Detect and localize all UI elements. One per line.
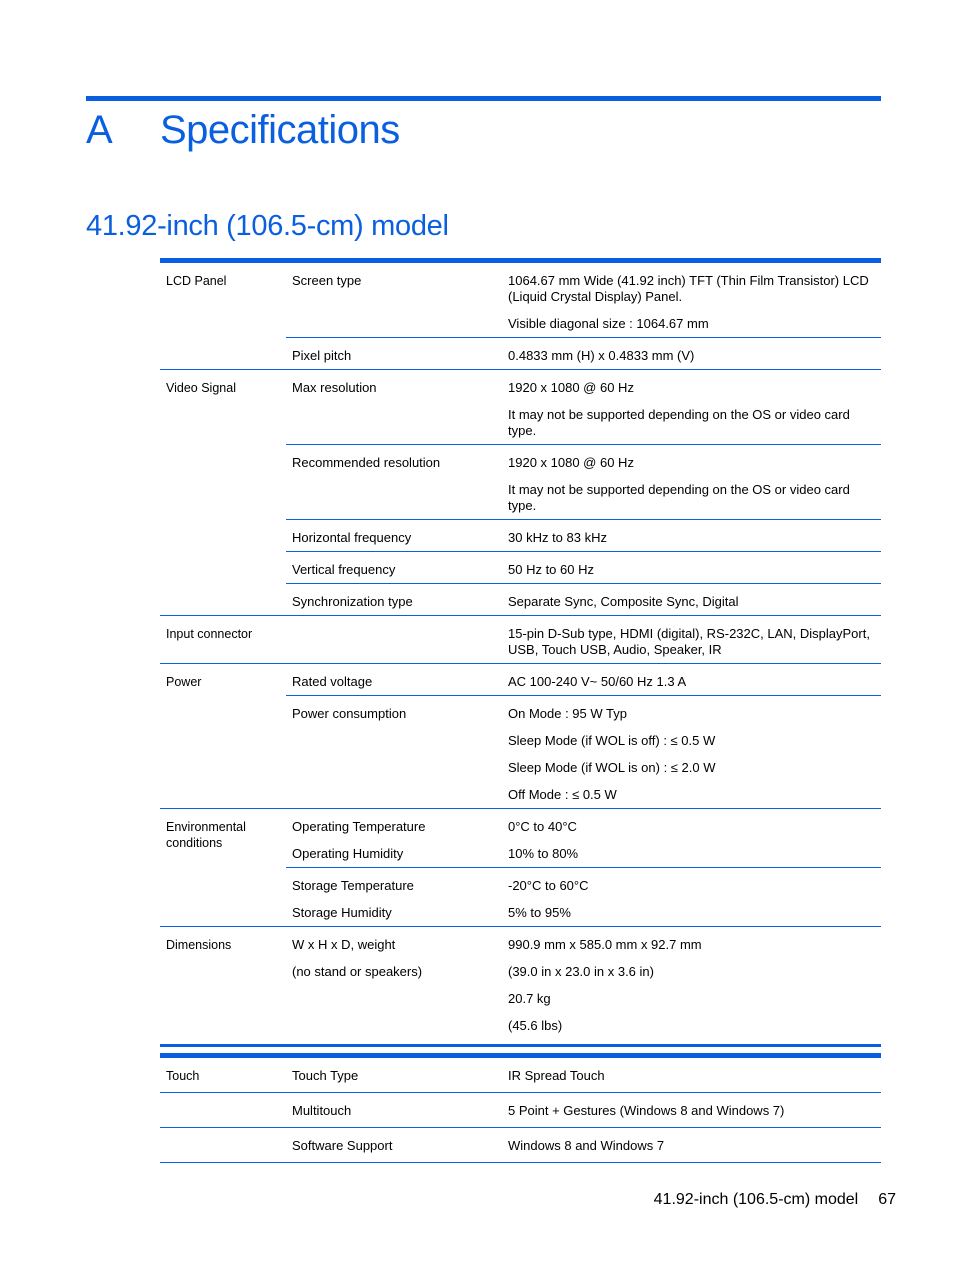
spec-value	[502, 927, 881, 1046]
touch-label	[286, 1093, 502, 1128]
spec-value-line: On Mode : 95 W Typ	[508, 706, 627, 721]
spec-value-line: AC 100-240 V~ 50/60 Hz 1.3 A	[508, 674, 687, 689]
spec-value-line: 990.9 mm x 585.0 mm x 92.7 mm	[508, 937, 702, 952]
touch-category	[160, 1128, 286, 1163]
spec-label-line: W x H x D, weight	[292, 937, 396, 952]
spec-label-line: Horizontal frequency	[292, 530, 412, 545]
spec-row	[160, 809, 881, 868]
spec-label-line: (no stand or speakers)	[292, 964, 423, 979]
spec-value-line: 1920 x 1080 @ 60 Hz	[508, 380, 634, 395]
spec-value-line: 10% to 80%	[508, 846, 579, 861]
page-number: 67	[878, 1191, 896, 1208]
spec-label-line: Max resolution	[292, 380, 377, 395]
spec-value-line: 1920 x 1080 @ 60 Hz	[508, 455, 634, 470]
spec-value	[502, 664, 881, 696]
spec-value	[502, 809, 881, 868]
spec-value-line: It may not be supported depending on the OS or video card type.	[508, 407, 850, 438]
chapter-title: Specifications	[160, 108, 400, 152]
spec-value	[502, 616, 881, 664]
spec-value	[502, 370, 881, 445]
touch-row	[160, 1128, 881, 1163]
spec-value	[502, 445, 881, 520]
spec-label-line: Power consumption	[292, 706, 407, 721]
spec-label-line: Synchronization type	[292, 594, 413, 609]
touch-specifications-table	[160, 1053, 881, 1163]
spec-category-label: Input connector	[166, 627, 253, 641]
spec-label	[286, 370, 502, 445]
spec-row	[160, 927, 881, 1046]
spec-label-line: Pixel pitch	[292, 348, 352, 363]
spec-value	[502, 552, 881, 584]
spec-category	[160, 616, 286, 664]
spec-value-line: 30 kHz to 83 kHz	[508, 530, 607, 545]
spec-label	[286, 696, 502, 809]
spec-label-line: Operating Humidity	[292, 846, 404, 861]
touch-value-line: IR Spread Touch	[508, 1068, 605, 1083]
spec-value-line: Sleep Mode (if WOL is off) : ≤ 0.5 W	[508, 733, 716, 748]
footer-title: 41.92-inch (106.5-cm) model	[653, 1191, 859, 1208]
spec-value-line: 5% to 95%	[508, 905, 571, 920]
spec-label	[286, 445, 502, 520]
spec-value-line: 15-pin D-Sub type, HDMI (digital), RS-232C, LAN, DisplayPort, USB, Touch USB, Audio, Speaker, IR	[508, 626, 870, 657]
spec-value-line: Visible diagonal size : 1064.67 mm	[508, 316, 709, 331]
touch-row	[160, 1093, 881, 1128]
spec-category	[160, 370, 286, 616]
spec-label-line: Storage Humidity	[292, 905, 392, 920]
spec-category	[160, 664, 286, 809]
spec-label	[286, 868, 502, 927]
spec-label-line: Recommended resolution	[292, 455, 441, 470]
spec-label	[286, 616, 502, 664]
spec-category	[160, 927, 286, 1046]
touch-value-line: Windows 8 and Windows 7	[508, 1138, 665, 1153]
chapter-rule	[86, 96, 881, 101]
spec-category	[160, 809, 286, 927]
spec-row	[160, 261, 881, 338]
spec-value-line: (45.6 lbs)	[508, 1018, 563, 1033]
spec-label-line: Vertical frequency	[292, 562, 396, 577]
spec-value-line: Off Mode : ≤ 0.5 W	[508, 787, 617, 802]
spec-row	[160, 616, 881, 664]
spec-label	[286, 809, 502, 868]
spec-label	[286, 552, 502, 584]
spec-label	[286, 261, 502, 338]
spec-row	[160, 370, 881, 445]
touch-value	[502, 1093, 881, 1128]
spec-label-line: Operating Temperature	[292, 819, 426, 834]
chapter-letter: A	[86, 108, 113, 152]
spec-category-label: Power	[166, 675, 202, 689]
touch-value	[502, 1128, 881, 1163]
spec-value-line: It may not be supported depending on the OS or video card type.	[508, 482, 850, 513]
chapter-heading	[86, 104, 400, 156]
touch-label	[286, 1056, 502, 1093]
spec-row	[160, 664, 881, 696]
spec-value	[502, 868, 881, 927]
spec-value-line: 0.4833 mm (H) x 0.4833 mm (V)	[508, 348, 695, 363]
spec-category-label: Video Signal	[166, 381, 236, 395]
touch-label-line: Software Support	[292, 1138, 393, 1153]
touch-category	[160, 1093, 286, 1128]
spec-category	[160, 261, 286, 370]
touch-label-line: Touch Type	[292, 1068, 359, 1083]
spec-value	[502, 261, 881, 338]
section-title: 41.92-inch (106.5-cm) model	[86, 210, 449, 242]
touch-value	[502, 1056, 881, 1093]
spec-label	[286, 927, 502, 1046]
spec-label	[286, 520, 502, 552]
spec-value-line: 0°C to 40°C	[508, 819, 577, 834]
touch-row	[160, 1056, 881, 1093]
spec-value-line: Separate Sync, Composite Sync, Digital	[508, 594, 739, 609]
touch-label-line: Multitouch	[292, 1103, 352, 1118]
spec-label	[286, 338, 502, 370]
spec-value-line: Sleep Mode (if WOL is on) : ≤ 2.0 W	[508, 760, 716, 775]
spec-value	[502, 520, 881, 552]
spec-value	[502, 584, 881, 616]
spec-value-line: 20.7 kg	[508, 991, 551, 1006]
spec-value-line: 50 Hz to 60 Hz	[508, 562, 594, 577]
spec-label	[286, 584, 502, 616]
page-footer	[654, 1190, 896, 1210]
touch-label	[286, 1128, 502, 1163]
touch-category: Touch	[160, 1056, 286, 1093]
spec-value-line: 1064.67 mm Wide (41.92 inch) TFT (Thin Film Transistor) LCD (Liquid Crystal Display) Panel.	[508, 273, 869, 304]
spec-label-line: Rated voltage	[292, 674, 373, 689]
spec-category-label: LCD Panel	[166, 274, 227, 288]
spec-label-line: Storage Temperature	[292, 878, 414, 893]
spec-category-label: Dimensions	[166, 938, 232, 952]
spec-category-label: Environmental conditions	[166, 820, 246, 850]
spec-label-line: Screen type	[292, 273, 362, 288]
spec-value	[502, 696, 881, 809]
specifications-table	[160, 258, 881, 1047]
touch-value-line: 5 Point + Gestures (Windows 8 and Windows 7)	[508, 1103, 785, 1118]
spec-value	[502, 338, 881, 370]
spec-label	[286, 664, 502, 696]
spec-value-line: -20°C to 60°C	[508, 878, 589, 893]
spec-value-line: (39.0 in x 23.0 in x 3.6 in)	[508, 964, 654, 979]
